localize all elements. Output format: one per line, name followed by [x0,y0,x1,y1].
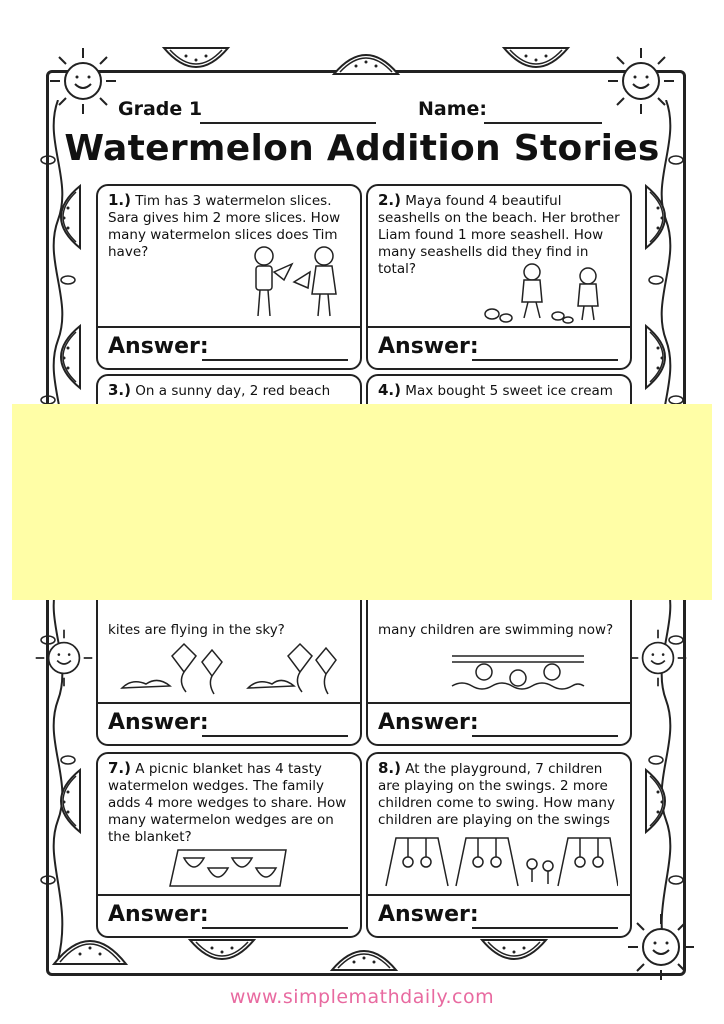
answer-line[interactable] [472,359,618,361]
watermelon-slice-icon [330,40,402,80]
name-label: Name: [418,98,488,120]
watermelon-slice-icon [186,934,258,974]
answer-line[interactable] [202,359,348,361]
answer-line[interactable] [202,927,348,929]
watermelon-slice-icon [46,322,86,392]
problem-text: At the playground, 7 children are playing on the swings. 2 more children come to swing. How many children are playing on the swings [378,761,615,828]
problem-text: Max bought 5 sweet ice cream [405,383,613,399]
answer-line[interactable] [472,735,618,737]
answer-label: Answer: [108,902,209,927]
answer-label: Answer: [378,334,479,359]
answer-label: Answer: [378,902,479,927]
answer-line[interactable] [202,735,348,737]
highlight-overlay [12,404,712,600]
answer-row [368,702,630,744]
answer-row [98,894,360,936]
problem-text: Maya found 4 beautiful seashells on the beach. Her brother Liam found 1 more seashell. How many seashells did they find in total? [378,193,620,277]
watermelon-slice-icon [640,766,680,836]
watermelon-slice-icon [478,934,550,974]
worksheet-header [118,98,618,128]
watermelon-slice-icon [328,936,400,976]
sun-icon [48,46,118,116]
problem-number: 8.) [378,759,401,777]
problem-card-2 [366,184,632,370]
sun-icon [626,912,696,982]
problem-number: 2.) [378,191,401,209]
problem-number: 4.) [378,381,401,399]
watermelon-slice-icon [46,766,86,836]
watermelon-slice-icon [640,182,680,252]
kids-sharing-watermelon-illustration [238,242,348,324]
problem-number: 3.) [108,381,131,399]
answer-line[interactable] [472,927,618,929]
watermelon-slice-icon [46,182,86,252]
watermelon-slice-icon [500,42,572,82]
answer-row [98,702,360,744]
answer-label: Answer: [108,334,209,359]
problem-text: kites are flying in the sky? [108,622,285,638]
website-url[interactable]: www.simplemathdaily.com [229,986,495,1008]
answer-row [368,894,630,936]
sun-icon [34,628,94,688]
problem-text: On a sunny day, 2 red beach [135,383,331,399]
name-input-line[interactable] [484,122,602,124]
problem-text: A picnic blanket has 4 tasty watermelon wedges. The family adds 4 more wedges to share. How many watermelon wedges are on the blanket? [108,761,347,845]
picnic-blanket-watermelon-illustration [164,846,294,890]
grade-label: Grade 1 [118,98,203,120]
children-on-swings-illustration [382,834,618,890]
problem-text: many children are swimming now? [378,622,614,638]
grade-input-line[interactable] [200,122,376,124]
problem-card-8 [366,752,632,938]
answer-label: Answer: [378,710,479,735]
problem-card-6 [366,586,632,746]
answer-label: Answer: [108,710,209,735]
sun-icon [628,628,688,688]
watermelon-slice-icon [640,322,680,392]
children-swimming-illustration [448,642,588,698]
page-title: Watermelon Addition Stories [64,128,660,169]
problem-number: 1.) [108,191,131,209]
problem-text: Tim has 3 watermelon slices. Sara gives him 2 more slices. How many watermelon slices does Tim have? [108,193,341,260]
watermelon-slice-icon [160,42,232,82]
answer-row [368,326,630,368]
problem-card-5 [96,586,362,746]
problem-card-7 [96,752,362,938]
problem-card-1 [96,184,362,370]
kids-collecting-seashells-illustration [478,260,618,326]
problem-number: 7.) [108,759,131,777]
answer-row [98,326,360,368]
kites-in-sky-illustration [112,642,348,698]
